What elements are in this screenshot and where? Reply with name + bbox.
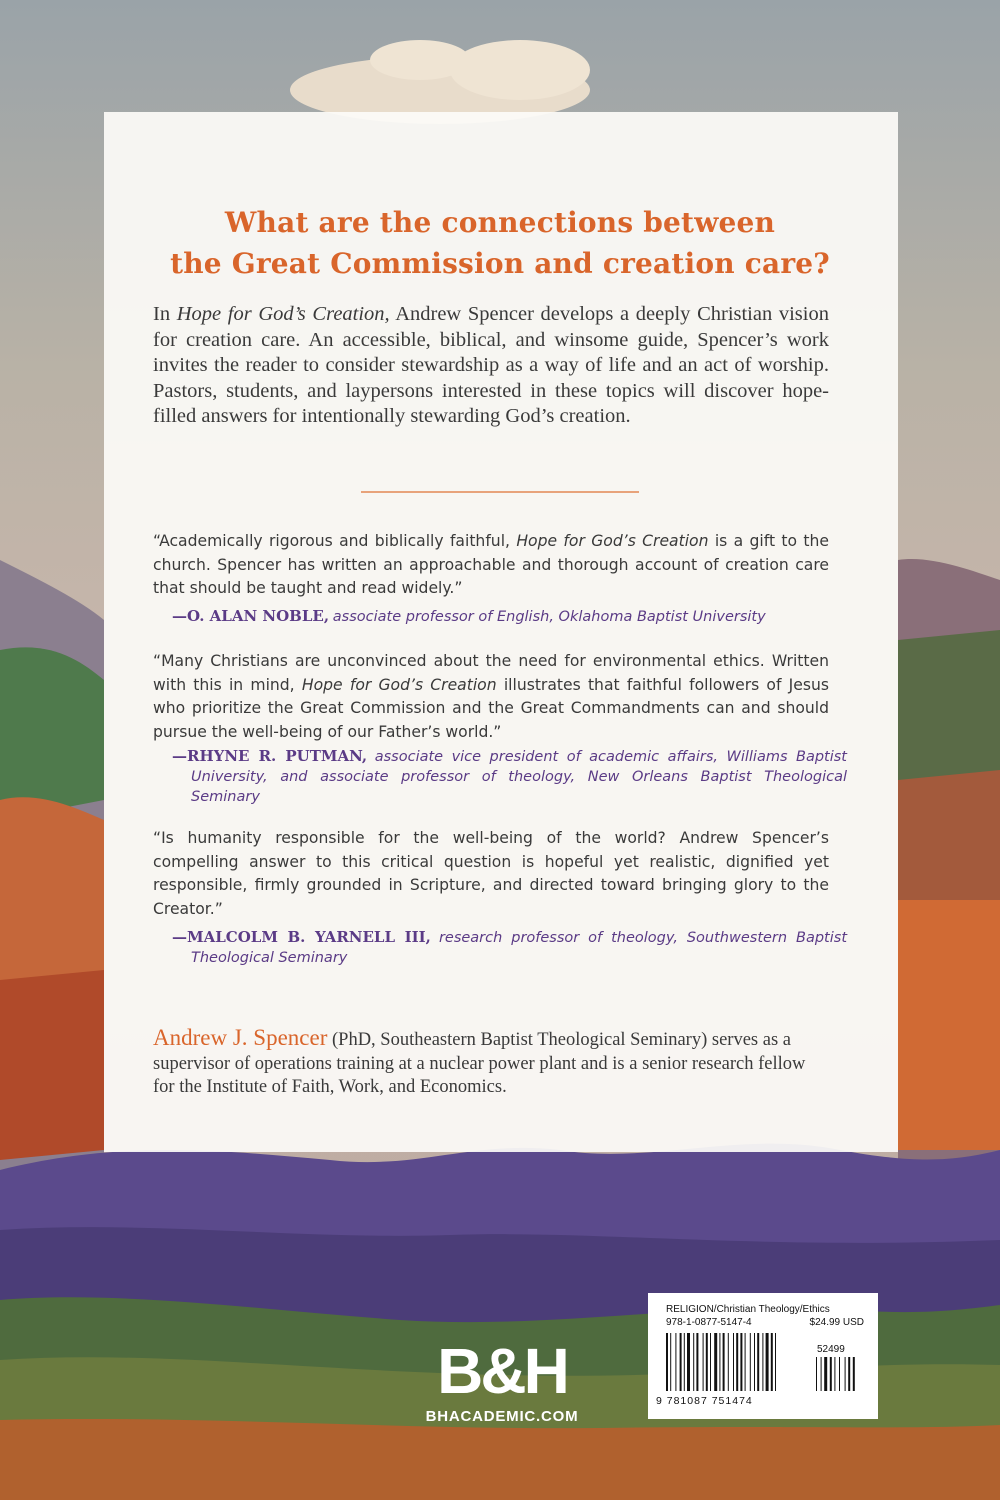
endorsement-attribution-2 — [172, 746, 847, 807]
author-bio-text: serves as a supervisor of operations training at a nuclear power plant and is a senior research fellow for the Institute of Faith, Work, and Economics. — [153, 1030, 806, 1097]
endorser-role-2: associate vice president of academic affairs, Williams Baptist University, and associate professor of theology, New Orleans Baptist Theological Seminary — [191, 749, 847, 805]
price: $24.99 USD — [809, 1317, 864, 1328]
author-name: Andrew J. Spencer — [153, 1025, 328, 1050]
intro-body: Andrew Spencer develops a deeply Christian vision for creation care. An accessible, biblical, and winsome guide, Spencer’s work invites the reader to consider stewardship as a way of life and an act of worship. Pastors, students, and laypersons interested in these topics will discover hope-filled answers for intentionally stewarding God’s creation. — [153, 303, 829, 428]
price-code: 52499 — [817, 1344, 845, 1355]
bisac-category: RELIGION/Christian Theology/Ethics — [666, 1304, 830, 1315]
attribution-dash: — — [172, 607, 187, 625]
intro-pre: In — [153, 303, 177, 325]
publisher-url: BHACADEMIC.COM — [425, 1408, 579, 1425]
endorser-name-1: O. ALAN NOBLE, — [187, 607, 330, 625]
quote-1-body: is a gift to the church. Spencer has written an approachable and thorough account of creation care that should be taught and read widely.” — [153, 532, 830, 597]
headline-line-2: the Great Commission and creation care? — [170, 247, 830, 280]
isbn-number: 978-1-0877-5147-4 — [666, 1317, 752, 1328]
publisher-logo — [414, 1335, 590, 1425]
headline — [0, 202, 1000, 284]
quote-1-pre: “Academically rigorous and biblically faithful, — [153, 532, 517, 550]
intro-paragraph — [153, 302, 829, 430]
endorser-name-2: RHYNE R. PUTMAN, — [187, 747, 368, 765]
endorsement-quote-1 — [153, 530, 829, 601]
endorser-role-1: associate professor of English, Oklahoma Baptist University — [332, 609, 766, 625]
quote-3-body: “Is humanity responsible for the well-being of the world? Andrew Spencer’s compelling answer to this critical question is hopeful yet realistic, dignified yet responsible, firmly grounded in Scripture, and directed toward bringing glory to the Creator.” — [153, 829, 829, 918]
endorsement-attribution-3 — [172, 927, 847, 968]
barcode-box — [648, 1293, 878, 1419]
headline-line-1: What are the connections between — [224, 206, 776, 239]
bh-logo-mark: B&H — [437, 1335, 567, 1407]
attribution-dash: — — [172, 928, 187, 946]
quote-2-book-title: Hope for God’s Creation — [301, 675, 497, 694]
endorsement-attribution-1 — [172, 606, 852, 627]
quote-2-body: illustrates that faithful followers of Jesus who prioritize the Great Commission and the Great Commandments can and should pursue the well-being of our Father’s world.” — [153, 675, 829, 741]
endorsement-quote-3 — [153, 827, 829, 921]
endorser-name-3: MALCOLM B. YARNELL III, — [187, 928, 431, 946]
quote-2-pre: “Many Christians are unconvinced about the need for environmental ethics. Written with this in mind, — [153, 652, 829, 694]
author-credentials: (PhD, Southeastern Baptist Theological Seminary) — [327, 1030, 708, 1050]
endorser-role-3: research professor of theology, Southwestern Baptist Theological Seminary — [191, 930, 848, 966]
section-divider — [361, 491, 639, 493]
quote-1-book-title: Hope for God’s Creation — [516, 532, 709, 550]
author-bio — [153, 1026, 829, 1100]
endorsement-quote-2 — [153, 650, 829, 744]
attribution-dash: — — [172, 747, 187, 765]
intro-book-title: Hope for God’s Creation, — [176, 303, 390, 325]
barcode-digits: 9 781087 751474 — [656, 1395, 753, 1407]
